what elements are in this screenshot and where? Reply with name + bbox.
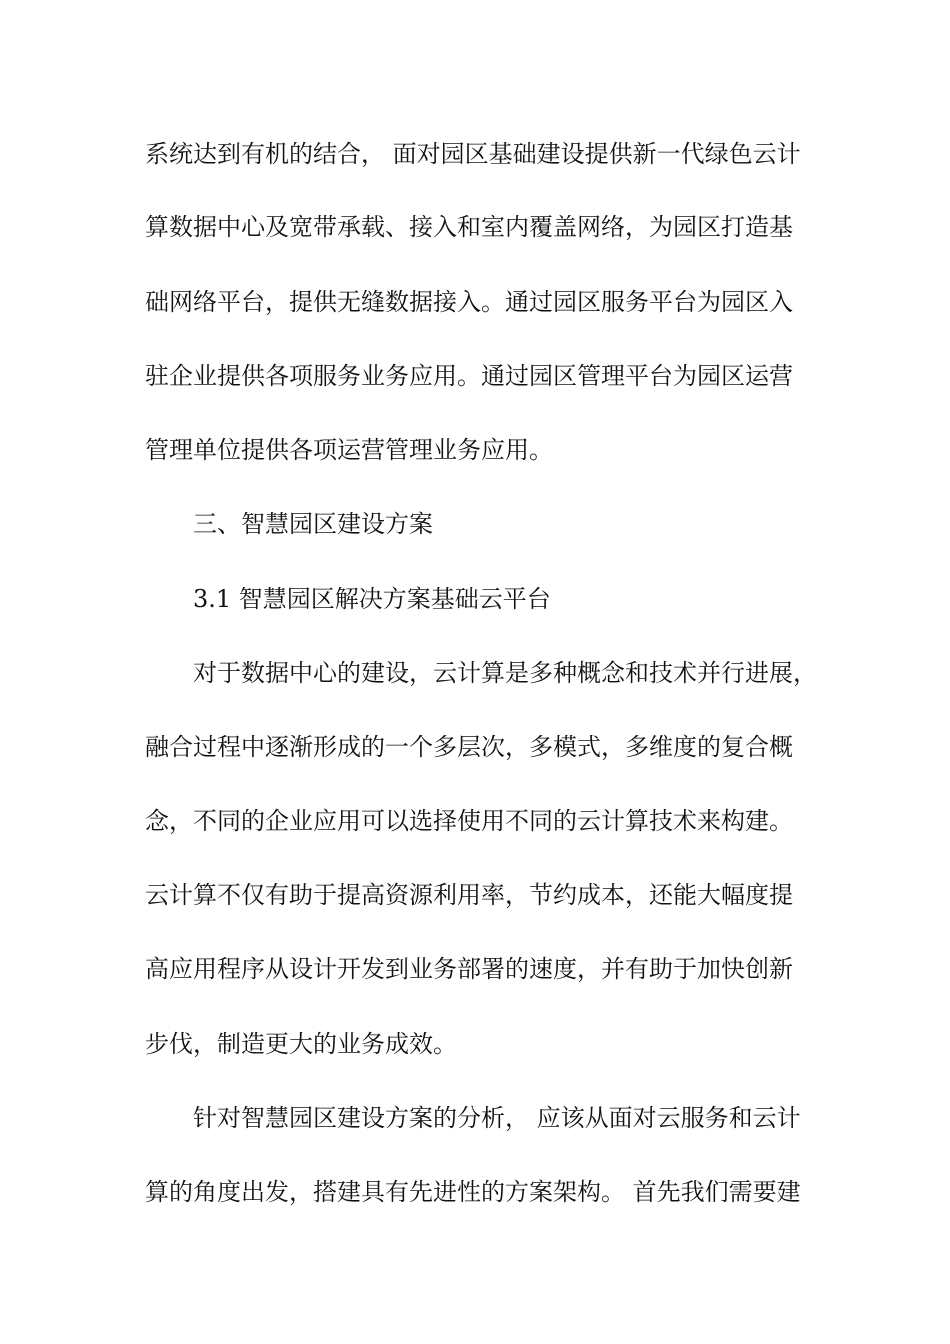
- paragraph-line: 础网络平台，提供无缝数据接入。通过园区服务平台为园区入: [145, 288, 793, 316]
- paragraph-line: 系统达到有机的结合， 面对园区基础建设提供新一代绿色云计: [145, 140, 801, 168]
- paragraph-line: 步伐，制造更大的业务成效。: [145, 1030, 457, 1058]
- paragraph-line: 对于数据中心的建设，云计算是多种概念和技术并行进展，: [193, 659, 817, 687]
- paragraph-line: 算的角度出发，搭建具有先进性的方案架构。 首先我们需要建: [145, 1178, 801, 1206]
- paragraph-line: 管理单位提供各项运营管理业务应用。: [145, 436, 553, 464]
- paragraph-line: 高应用程序从设计开发到业务部署的速度，并有助于加快创新: [145, 955, 793, 983]
- paragraph-line: 驻企业提供各项服务业务应用。通过园区管理平台为园区运营: [145, 362, 793, 390]
- subsection-heading: 3.1 智慧园区解决方案基础云平台: [193, 585, 551, 613]
- paragraph-line: 云计算不仅有助于提高资源利用率，节约成本，还能大幅度提: [145, 881, 793, 909]
- paragraph-line: 针对智慧园区建设方案的分析， 应该从面对云服务和云计: [193, 1104, 801, 1132]
- paragraph-line: 融合过程中逐渐形成的一个多层次，多模式，多维度的复合概: [145, 733, 793, 761]
- paragraph-line: 算数据中心及宽带承载、接入和室内覆盖网络，为园区打造基: [145, 213, 793, 241]
- paragraph-line: 念，不同的企业应用可以选择使用不同的云计算技术来构建。: [145, 807, 793, 835]
- section-heading: 三、智慧园区建设方案: [193, 510, 433, 538]
